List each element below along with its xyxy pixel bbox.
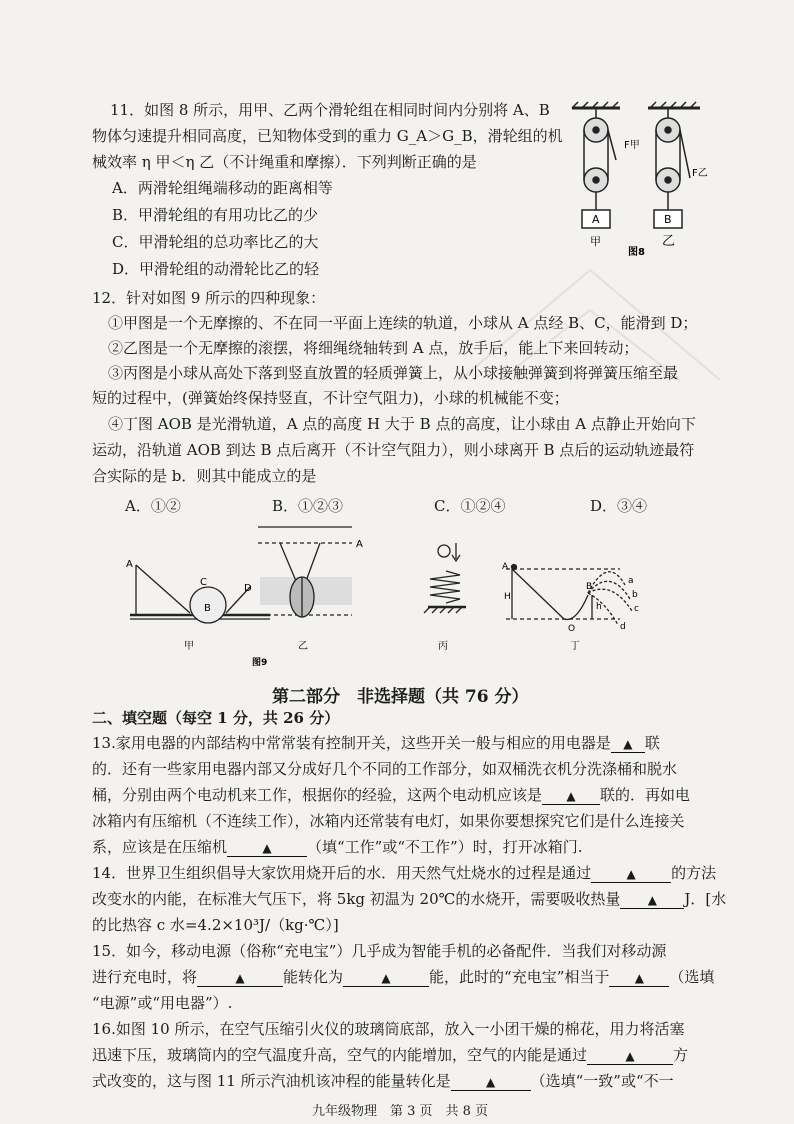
q13-blank-1[interactable]: ▲ — [611, 736, 645, 753]
q16-blank-2[interactable]: ▲ — [451, 1074, 531, 1091]
figure-9 — [120, 525, 680, 675]
fig9-jia-point-b: B — [204, 603, 211, 614]
fig9-jia-point-d: D — [244, 583, 252, 594]
fig8-block-b: B — [664, 213, 672, 226]
figure-8-pulleys — [560, 100, 720, 260]
q11-option-d: D．甲滑轮组的动滑轮比乙的轻 — [112, 260, 320, 278]
q14-line1: 14．世界卫生组织倡导大家饮用烧开后的水．用天然气灶烧水的过程是通过 ▲ 的方法 — [92, 864, 717, 882]
q13-line1: 13.家用电器的内部结构中常常装有控制开关，这些开关一般与相应的用电器是 ▲ 联 — [92, 734, 660, 752]
q11-line1: 11．如图 8 所示，用甲、乙两个滑轮组在相同时间内分别将 A、B — [110, 101, 550, 119]
fig8-caption: 图8 — [628, 247, 645, 258]
q12-stem: 12．针对如图 9 所示的四种现象： — [92, 289, 326, 307]
section-fill-blank-title: 二、填空题（每空 1 分，共 26 分） — [92, 709, 340, 727]
q15-blank-2[interactable]: ▲ — [343, 970, 429, 987]
fig9-ding-h: H — [504, 592, 511, 602]
q12-item4a: ④丁图 AOB 是光滑轨道，A 点的高度 H 大于 B 点的高度，让小球由 A 点静止开始向下 — [108, 415, 696, 433]
q13-line5: 系，应该是在压缩机 ▲ （填“工作”或“不工作”）时，打开冰箱门. — [92, 838, 583, 856]
q12-item2: ②乙图是一个无摩擦的滚摆，将细绳绕轴转到 A 点，放手后，能上下来回转动； — [108, 339, 639, 357]
q15-line3: “电源”或“用电器”）. — [92, 994, 233, 1012]
fig9-ding-b: B — [586, 582, 593, 592]
q11-line2: 物体匀速提升相同高度，已知物体受到的重力 G_A＞G_B，滑轮组的机 — [92, 127, 563, 145]
fig9-label-jia: 甲 — [184, 641, 194, 652]
q11-option-c: C．甲滑轮组的总功率比乙的大 — [112, 233, 319, 251]
fig9-ding-traj-d: d — [620, 622, 626, 632]
q16-line1: 16.如图 10 所示，在空气压缩引火仪的玻璃筒底部，放入一小团干燥的棉花，用力将活塞 — [92, 1020, 685, 1038]
q15-blank-1[interactable]: ▲ — [197, 970, 283, 987]
part2-title: 第二部分 非选择题（共 76 分） — [272, 687, 529, 707]
q14-line2: 改变水的内能，在标准大气压下，将 5kg 初温为 20℃的水烧开，需要吸收热量 ▲ J．[水 — [92, 890, 727, 908]
q14-blank-1[interactable]: ▲ — [591, 866, 671, 883]
q13-blank-2[interactable]: ▲ — [542, 788, 600, 805]
q12-option-b: B．①②③ — [272, 497, 344, 515]
q13-line2: 的．还有一些家用电器内部又分成好几个不同的工作部分，如双桶洗衣机分洗涤桶和脱水 — [92, 760, 678, 778]
fig8-force-right: F乙 — [692, 168, 708, 179]
fig9-ding-traj-a: a — [628, 576, 634, 586]
fig9-ding-o: O — [568, 624, 576, 634]
fig9-ding-a: A — [502, 562, 509, 572]
fig9-ding-traj-c: c — [634, 604, 639, 614]
q15-blank-3[interactable]: ▲ — [609, 970, 669, 987]
q11-option-a: A．两滑轮组绳端移动的距离相等 — [112, 179, 333, 197]
q12-option-a: A．①② — [125, 497, 181, 515]
fig8-force-left: F甲 — [624, 140, 640, 151]
q12-option-d: D．③④ — [590, 497, 648, 515]
q14-blank-2[interactable]: ▲ — [620, 892, 684, 909]
q15-line2: 进行充电时，将 ▲ 能转化为 ▲ 能，此时的“充电宝”相当于 ▲ （选填 — [92, 968, 715, 986]
q12-item4b: 运动，沿轨道 AOB 到达 B 点后离开（不计空气阻力），则小球离开 B 点后的运动轨迹最符 — [92, 441, 695, 459]
q12-item3b: 短的过程中，(弹簧始终保持竖直，不计空气阻力)，小球的机械能不变； — [92, 389, 569, 407]
fig9-yi-point-a: A — [356, 539, 363, 550]
fig9-jia-point-c: C — [200, 577, 207, 588]
page-footer: 九年级物理 第 3 页 共 8 页 — [312, 1104, 489, 1119]
fig9-label-bing: 丙 — [438, 641, 448, 652]
q12-item1: ①甲图是一个无摩擦的、不在同一平面上连续的轨道，小球从 A 点经 B、C，能滑到 D； — [108, 314, 698, 332]
q14-line3: 的比热容 c 水=4.2×10³J/（kg·℃）] — [92, 916, 339, 934]
fig8-label-yi: 乙 — [662, 234, 676, 249]
q12-item3a: ③丙图是小球从高处下落到竖直放置的轻质弹簧上，从小球接触弹簧到将弹簧压缩至最 — [108, 364, 679, 382]
fig8-block-a: A — [592, 213, 600, 226]
q15-line1: 15．如今，移动电源（俗称“充电宝”）几乎成为智能手机的必备配件．当我们对移动源 — [92, 942, 667, 960]
q16-line2: 迅速下压，玻璃筒内的空气温度升高，空气的内能增加，空气的内能是通过 ▲ 方 — [92, 1046, 689, 1064]
fig9-label-yi: 乙 — [298, 641, 308, 652]
q16-blank-1[interactable]: ▲ — [587, 1048, 673, 1065]
fig9-caption: 图9 — [252, 658, 268, 668]
q11-line3: 械效率 η 甲＜η 乙（不计绳重和摩擦）．下列判断正确的是 — [92, 153, 477, 171]
q12-item4c: 合实际的是 b．则其中能成立的是 — [92, 467, 317, 485]
q13-line4: 冰箱内有压缩机（不连续工作），冰箱内还常装有电灯，如果你要想探究它们是什么连接关 — [92, 812, 685, 830]
q13-blank-3[interactable]: ▲ — [227, 840, 307, 857]
q12-option-c: C．①②④ — [434, 497, 506, 515]
fig9-ding-small-h: h — [596, 602, 602, 612]
q16-line3: 式改变的，这与图 11 所示汽油机该冲程的能量转化是 ▲ （选填“一致”或“不一 — [92, 1072, 674, 1090]
q13-line3: 桶，分别由两个电动机来工作，根据你的经验，这两个电动机应该是 ▲ 联的．再如电 — [92, 786, 691, 804]
fig8-label-jia: 甲 — [590, 235, 601, 248]
q11-option-b: B．甲滑轮组的有用功比乙的少 — [112, 206, 319, 224]
fig9-label-ding: 丁 — [570, 641, 580, 652]
fig9-jia-point-a: A — [126, 559, 133, 570]
fig9-ding-traj-b: b — [632, 590, 638, 600]
